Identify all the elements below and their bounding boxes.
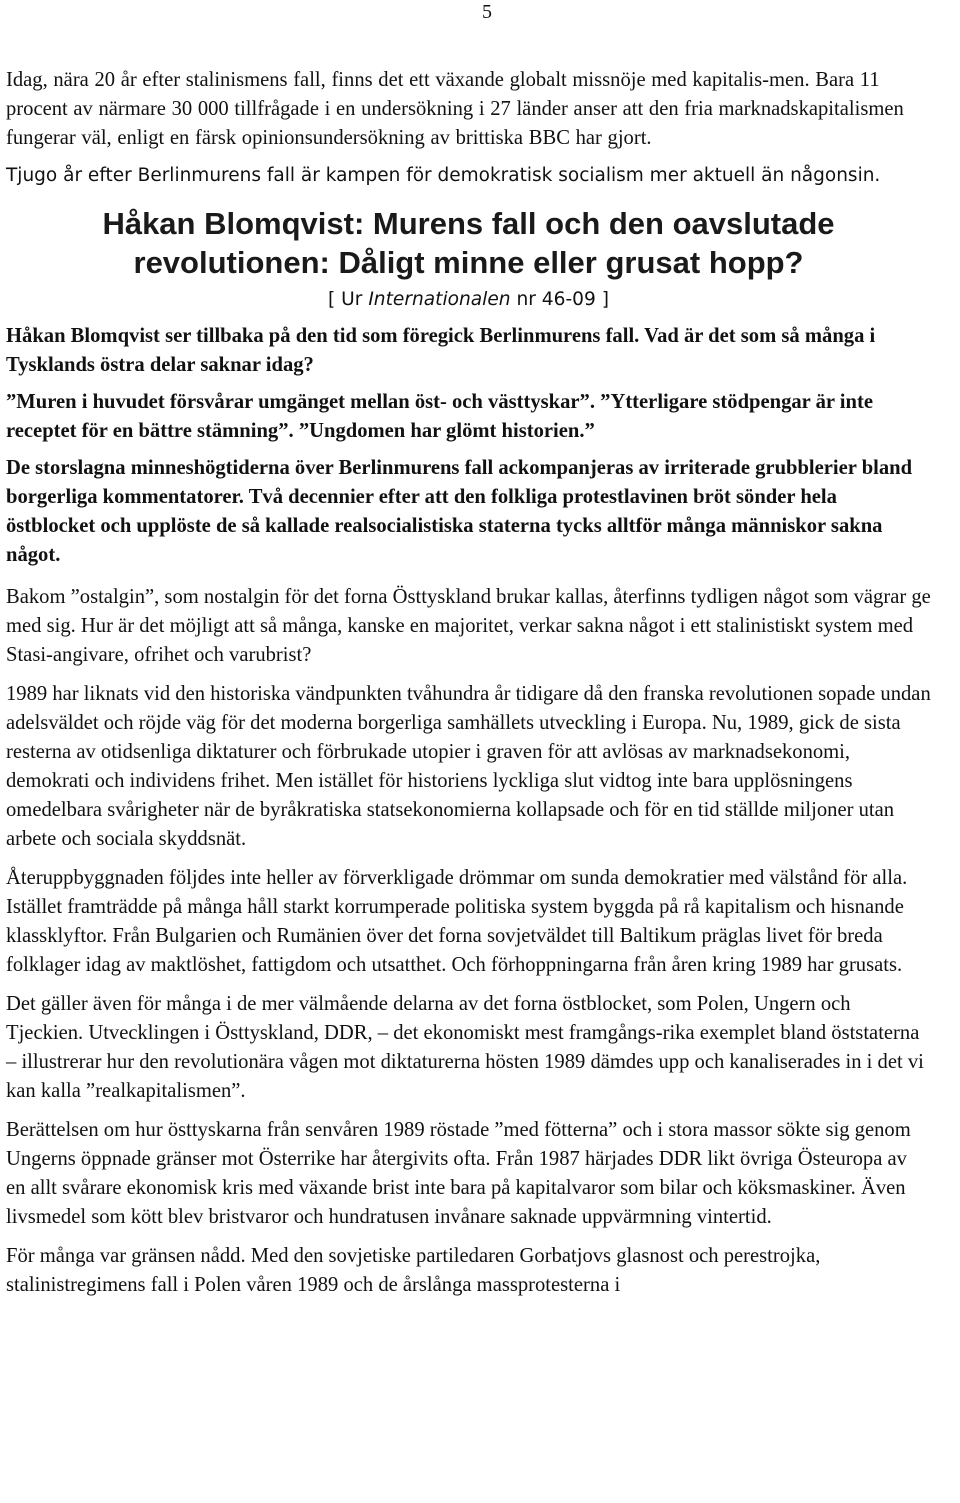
body-paragraph-4: Det gäller även för många i de mer välmående delarna av det forna östblocket, som Polen, Ungern och Tjeckien. Utvecklingen i Östtyskland, DDR, – det ekonomiskt mest framgångs-rika exemplet bland öststaterna – illustrerar hur den revolutionära vågen mot diktaturerna hösten 1989 dämdes upp och kanaliserades in i det vi kan kalla ”realkapitalismen”.: [6, 993, 924, 1102]
source-suffix: nr 46-09 ]: [510, 289, 610, 310]
article-title-line-1: Håkan Blomqvist: Murens fall och den oavslutade: [102, 206, 835, 241]
lead-paragraph-3: De storslagna minneshögtiderna över Berlinmurens fall ackompanjeras av irriterade grubblerier bland borgerliga kommentatorer. Två decennier efter att den folkliga protestlavinen bröt sönder hela östblocket och upplöste de så kallade realsocialistiska staterna tycks alltför många människor sakna något.: [6, 457, 913, 566]
source-publication: Internationalen: [368, 289, 511, 310]
body-paragraph-1: Bakom ”ostalgin”, som nostalgin för det forna Östtyskland brukar kallas, återfinns tydligen något som vägrar ge med sig. Hur är det möjligt att så många, kanske en majoritet, verkar sakna något i ett stalinistiskt system med Stasi-angivare, ofrihet och varubrist?: [6, 586, 931, 666]
intro-paragraph-2: Tjugo år efter Berlinmurens fall är kampen för demokratisk socialism mer aktuell än någonsin.: [6, 165, 881, 186]
lead-paragraph-2: ”Muren i huvudet försvårar umgänget mellan öst- och västtyskar”. ”Ytterligare stödpengar är inte receptet för en bättre stämning”. ”Ungdomen har glömt historien.”: [6, 391, 873, 442]
lead-paragraph-1: Håkan Blomqvist ser tillbaka på den tid som föregick Berlinmurens fall. Vad är det som så många i Tysklands östra delar saknar idag?: [6, 325, 876, 376]
page-content: [6, 66, 931, 1300]
article-source: [6, 286, 931, 314]
body-paragraph-2: 1989 har liknats vid den historiska vändpunkten tvåhundra år tidigare då den franska revolutionen sopade undan adelsväldet och röjde väg för det moderna borgerliga samhällets utveckling i Europa. Nu, 1989, gick de sista resterna av otidsenliga diktaturer och förbrukade utopier i graven för att avlösas av marknadsekonomi, demokrati och individens frihet. Men istället för historiens lyckliga slut vidtog inte bara upplösningens omedelbara svårigheter när de byråkratiska statsekonomierna kollapsade och för en tid ställde miljoner utan arbete och sociala skyddsnät.: [6, 683, 931, 850]
intro-paragraph-1: Idag, nära 20 år efter stalinismens fall, finns det ett växande globalt missnöje med kapitalis-men. Bara 11 procent av närmare 30 000 tillfrågade i en undersökning i 27 länder anser att den fria marknadskapitalismen fungerar väl, enligt en färsk opinionsundersökning av brittiska BBC har gjort.: [6, 69, 904, 149]
body-paragraph-6: För många var gränsen nådd. Med den sovjetiske partiledaren Gorbatjovs glasnost och perestrojka, stalinistregimens fall i Polen våren 1989 och de årslånga massprotesterna i: [6, 1245, 821, 1296]
body-paragraph-5: Berättelsen om hur östtyskarna från senvåren 1989 röstade ”med fötterna” och i stora massor sökte sig genom Ungerns öppnade gränser mot Österrike har återgivits ofta. Från 1987 härjades DDR likt övriga Östeuropa av en allt svårare ekonomisk kris med växande brist inte bara på kapitalvaror som bilar och köksmaskiner. Även livsmedel som kött blev bristvaror och hundratusen invånare saknade uppvärmning vintertid.: [6, 1119, 911, 1228]
page-number: 5: [482, 1, 492, 23]
article-title-line-2: revolutionen: Dåligt minne eller grusat hopp?: [133, 245, 804, 280]
article-title: [6, 204, 931, 282]
body-paragraph-3: Återuppbyggnaden följdes inte heller av förverkligade drömmar om sunda demokratier med välstånd för alla. Istället framträdde på många håll starkt korrumperade politiska system byggda på rå kapitalism och hisnande klassklyftor. Från Bulgarien och Rumänien över det forna sovjetväldet till Baltikum präglas livet för breda folklager idag av maktlöshet, fattigdom och utsatthet. Och förhoppningarna från åren kring 1989 har grusats.: [6, 867, 908, 976]
source-prefix: [ Ur: [327, 289, 369, 310]
